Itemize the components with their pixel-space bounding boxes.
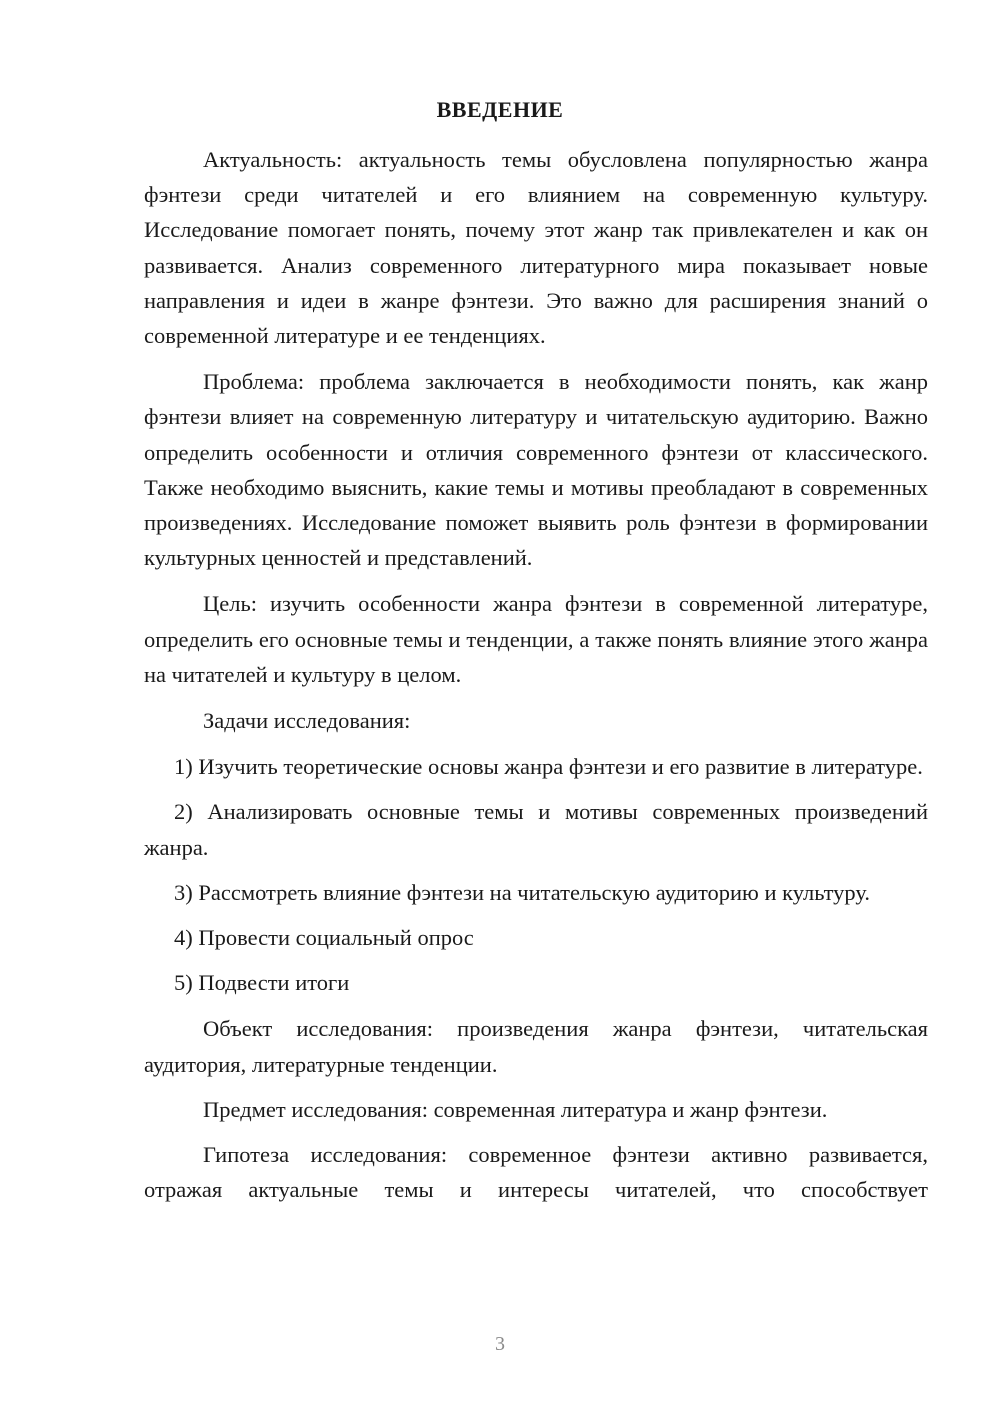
- tasks-heading: Задачи исследования:: [203, 708, 411, 734]
- paragraph-relevance: Актуальность: актуальность темы обусловлена популярностью жанра фэнтези среди читателей и его влиянием на современную культуру. Исследование помогает понять, почему этот жанр так привлекателен и как он развивается. Анализ современного литературного мира показывает новые направления и идеи в жанре фэнтези. Это важно для расширения знаний о современной литературе и ее тенденциях.: [144, 147, 928, 349]
- document-body: [144, 142, 928, 1207]
- task-item-1: 1) Изучить теоретические основы жанра фэнтези и его развитие в литературе.: [174, 754, 923, 780]
- task-item-5: 5) Подвести итоги: [174, 970, 350, 996]
- task-item-2: 2) Анализировать основные темы и мотивы современных произведений жанра.: [144, 799, 928, 860]
- paragraph-hypothesis: Гипотеза исследования: современное фэнтези активно развивается, отражая актуальные темы и интересы читателей, что способствует: [144, 1142, 928, 1203]
- page-number: 3: [495, 1333, 505, 1355]
- paragraph-subject: Предмет исследования: современная литература и жанр фэнтези.: [203, 1096, 828, 1122]
- paragraph-object: Объект исследования: произведения жанра фэнтези, читательская аудитория, литературные тенденции.: [144, 1016, 928, 1077]
- section-title: ВВЕДЕНИЕ: [436, 97, 564, 122]
- task-item-4: 4) Провести социальный опрос: [174, 925, 474, 951]
- task-item-3: 3) Рассмотреть влияние фэнтези на читательскую аудиторию и культуру.: [174, 879, 870, 905]
- paragraph-goal: Цель: изучить особенности жанра фэнтези в современной литературе, определить его основные темы и тенденции, а также понять влияние этого жанра на читателей и культуру в целом.: [144, 591, 928, 687]
- paragraph-problem: Проблема: проблема заключается в необходимости понять, как жанр фэнтези влияет на современную литературу и читательскую аудиторию. Важно определить особенности и отличия современного фэнтези от классического. Также необходимо выяснить, какие темы и мотивы преобладают в современных произведениях. Исследование поможет выявить роль фэнтези в формировании культурных ценностей и представлений.: [144, 369, 928, 571]
